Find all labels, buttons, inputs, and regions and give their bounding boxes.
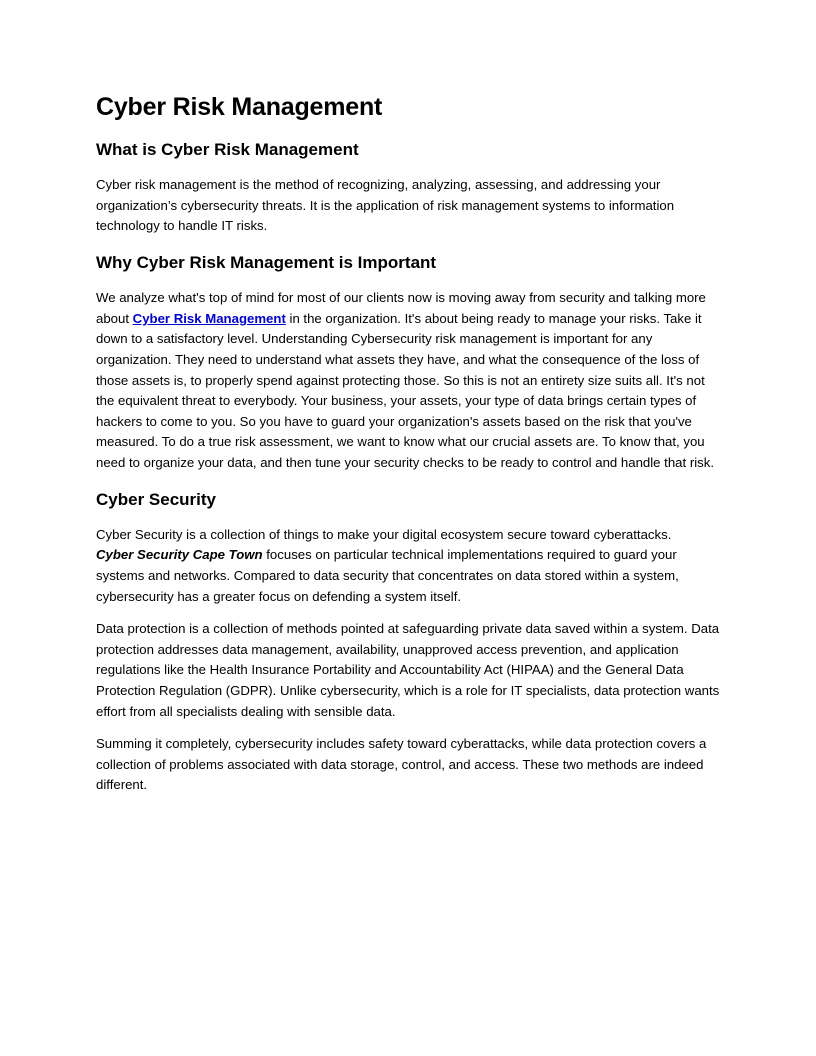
document-page [96,92,720,808]
cyber-security-paragraph-1 [96,525,720,607]
cyber-security-cape-town-emphasis: Cyber Security Cape Town [96,547,263,563]
cyber-security-intro-text: Cyber Security is a collection of things to make your digital ecosystem secure toward cyberattacks. [96,526,672,542]
why-important-text-after-link: in the organization. It's about being ready to manage your risks. Take it down to a satisfactory level. Understanding Cybersecurity risk management is important for any organization. They need to understand what assets they have, and what the consequence of the loss of those assets is, to properly spend against protecting those. So this is not an entirety size suits all. It's not the equivalent threat to everybody. Your business, your assets, your type of data brings certain types of hackers to come to you. So you have to guard your organization's assets based on the risk that you've measured. To do a true risk assessment, we want to know what our crucial assets are. To know that, you need to organize your data, and then tune your security checks to be ready to control and handle that risk. [96,310,714,471]
cyber-risk-management-link[interactable]: Cyber Risk Management [132,310,286,326]
section-heading-cyber-security: Cyber Security [96,489,216,509]
section-heading-why-important: Why Cyber Risk Management is Important [96,253,437,273]
what-is-paragraph: Cyber risk management is the method of recognizing, analyzing, assessing, and addressing your organization’s cybersecurity threats. It is the application of risk management systems to information technology to handle IT risks. [96,177,675,234]
cyber-security-rest-text: focuses on particular technical implementations required to guard your systems and networks. Compared to data security that concentrates on data stored within a system, cybersecurity has a greater focus on defending a system itself. [96,547,679,604]
cyber-security-paragraph-3: Summing it completely, cybersecurity includes safety toward cyberattacks, while data protection covers a collection of problems associated with data storage, control, and access. These two methods are indeed different. [96,736,707,793]
document-title: Cyber Risk Management [96,93,383,121]
why-important-paragraph [96,288,720,473]
why-important-text-before-link: We analyze what's top of mind for most of our clients now is moving away from security and talking more about [96,290,706,326]
cyber-security-paragraph-2: Data protection is a collection of methods pointed at safeguarding private data saved within a system. Data protection addresses data management, availability, unapproved access prevention, and application regulations like the Health Insurance Portability and Accountability Act (HIPAA) and the General Data Protection Regulation (GDPR). Unlike cybersecurity, which is a role for IT specialists, data protection wants effort from all specialists dealing with sensible data. [96,621,720,719]
section-heading-what-is: What is Cyber Risk Management [96,140,359,159]
